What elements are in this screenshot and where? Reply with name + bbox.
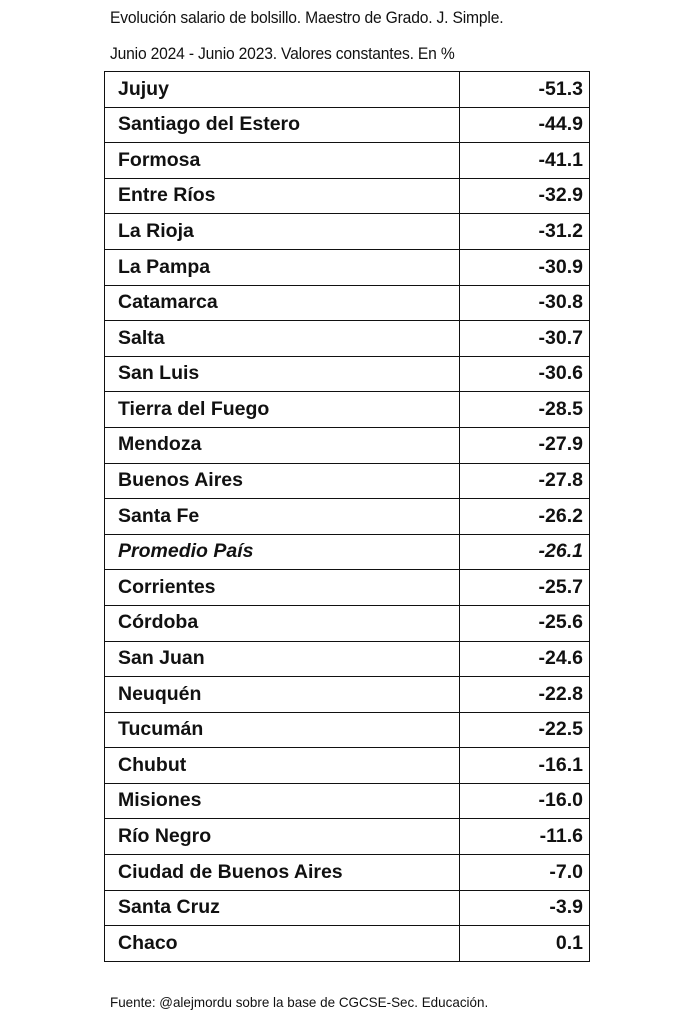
table-row <box>105 178 590 214</box>
table-row <box>105 249 590 285</box>
value-cell: -26.2 <box>460 499 590 535</box>
table-row <box>105 855 590 891</box>
province-name-cell: Entre Ríos <box>105 178 460 214</box>
value-cell: -11.6 <box>460 819 590 855</box>
value-cell: -31.2 <box>460 214 590 250</box>
value-cell: -16.1 <box>460 748 590 784</box>
table-row <box>105 392 590 428</box>
table-row <box>105 712 590 748</box>
value-cell: -25.7 <box>460 570 590 606</box>
province-name-cell: Mendoza <box>105 427 460 463</box>
value-cell: -16.0 <box>460 783 590 819</box>
value-cell: -26.1 <box>460 534 590 570</box>
table-row <box>105 926 590 962</box>
value-cell: -51.3 <box>460 72 590 108</box>
data-table <box>104 71 590 962</box>
value-cell: -7.0 <box>460 855 590 891</box>
province-name-cell: La Rioja <box>105 214 460 250</box>
table-row <box>105 72 590 108</box>
table-row <box>105 427 590 463</box>
province-name-cell: Santa Cruz <box>105 890 460 926</box>
value-cell: -25.6 <box>460 605 590 641</box>
value-cell: -3.9 <box>460 890 590 926</box>
table-row <box>105 605 590 641</box>
value-cell: -30.8 <box>460 285 590 321</box>
province-name-cell: Santiago del Estero <box>105 107 460 143</box>
source-note: Fuente: @alejmordu sobre la base de CGCSE-Sec. Educación. <box>110 994 489 1010</box>
table-row <box>105 677 590 713</box>
table-body <box>105 72 590 962</box>
province-name-cell: Tucumán <box>105 712 460 748</box>
title-line-2: Junio 2024 - Junio 2023. Valores constantes. En % <box>110 44 455 63</box>
province-name-cell: San Luis <box>105 356 460 392</box>
table-row <box>105 214 590 250</box>
province-name-cell: Buenos Aires <box>105 463 460 499</box>
value-cell: -41.1 <box>460 143 590 179</box>
province-name-cell: Chaco <box>105 926 460 962</box>
province-name-cell: Formosa <box>105 143 460 179</box>
table-row <box>105 819 590 855</box>
table-row <box>105 499 590 535</box>
province-name-cell: Tierra del Fuego <box>105 392 460 428</box>
value-cell: -30.6 <box>460 356 590 392</box>
value-cell: -28.5 <box>460 392 590 428</box>
table-row <box>105 463 590 499</box>
value-cell: -27.8 <box>460 463 590 499</box>
province-name-cell: San Juan <box>105 641 460 677</box>
province-name-cell: Ciudad de Buenos Aires <box>105 855 460 891</box>
value-cell: -30.9 <box>460 249 590 285</box>
table-row <box>105 356 590 392</box>
province-name-cell: Promedio País <box>105 534 460 570</box>
province-name-cell: Santa Fe <box>105 499 460 535</box>
province-name-cell: Salta <box>105 321 460 357</box>
province-name-cell: Misiones <box>105 783 460 819</box>
value-cell: 0.1 <box>460 926 590 962</box>
value-cell: -22.8 <box>460 677 590 713</box>
value-cell: -24.6 <box>460 641 590 677</box>
province-name-cell: Catamarca <box>105 285 460 321</box>
table-row <box>105 321 590 357</box>
province-name-cell: Córdoba <box>105 605 460 641</box>
title-line-1: Evolución salario de bolsillo. Maestro de Grado. J. Simple. <box>110 8 504 27</box>
value-cell: -27.9 <box>460 427 590 463</box>
table-row <box>105 748 590 784</box>
province-name-cell: Río Negro <box>105 819 460 855</box>
table-row <box>105 783 590 819</box>
table-row <box>105 285 590 321</box>
province-name-cell: Chubut <box>105 748 460 784</box>
province-name-cell: Jujuy <box>105 72 460 108</box>
table-row <box>105 890 590 926</box>
table-row <box>105 570 590 606</box>
province-name-cell: Neuquén <box>105 677 460 713</box>
province-name-cell: Corrientes <box>105 570 460 606</box>
province-name-cell: La Pampa <box>105 249 460 285</box>
value-cell: -30.7 <box>460 321 590 357</box>
table-row <box>105 107 590 143</box>
value-cell: -44.9 <box>460 107 590 143</box>
value-cell: -22.5 <box>460 712 590 748</box>
table-row <box>105 641 590 677</box>
table-row <box>105 534 590 570</box>
value-cell: -32.9 <box>460 178 590 214</box>
table-row <box>105 143 590 179</box>
